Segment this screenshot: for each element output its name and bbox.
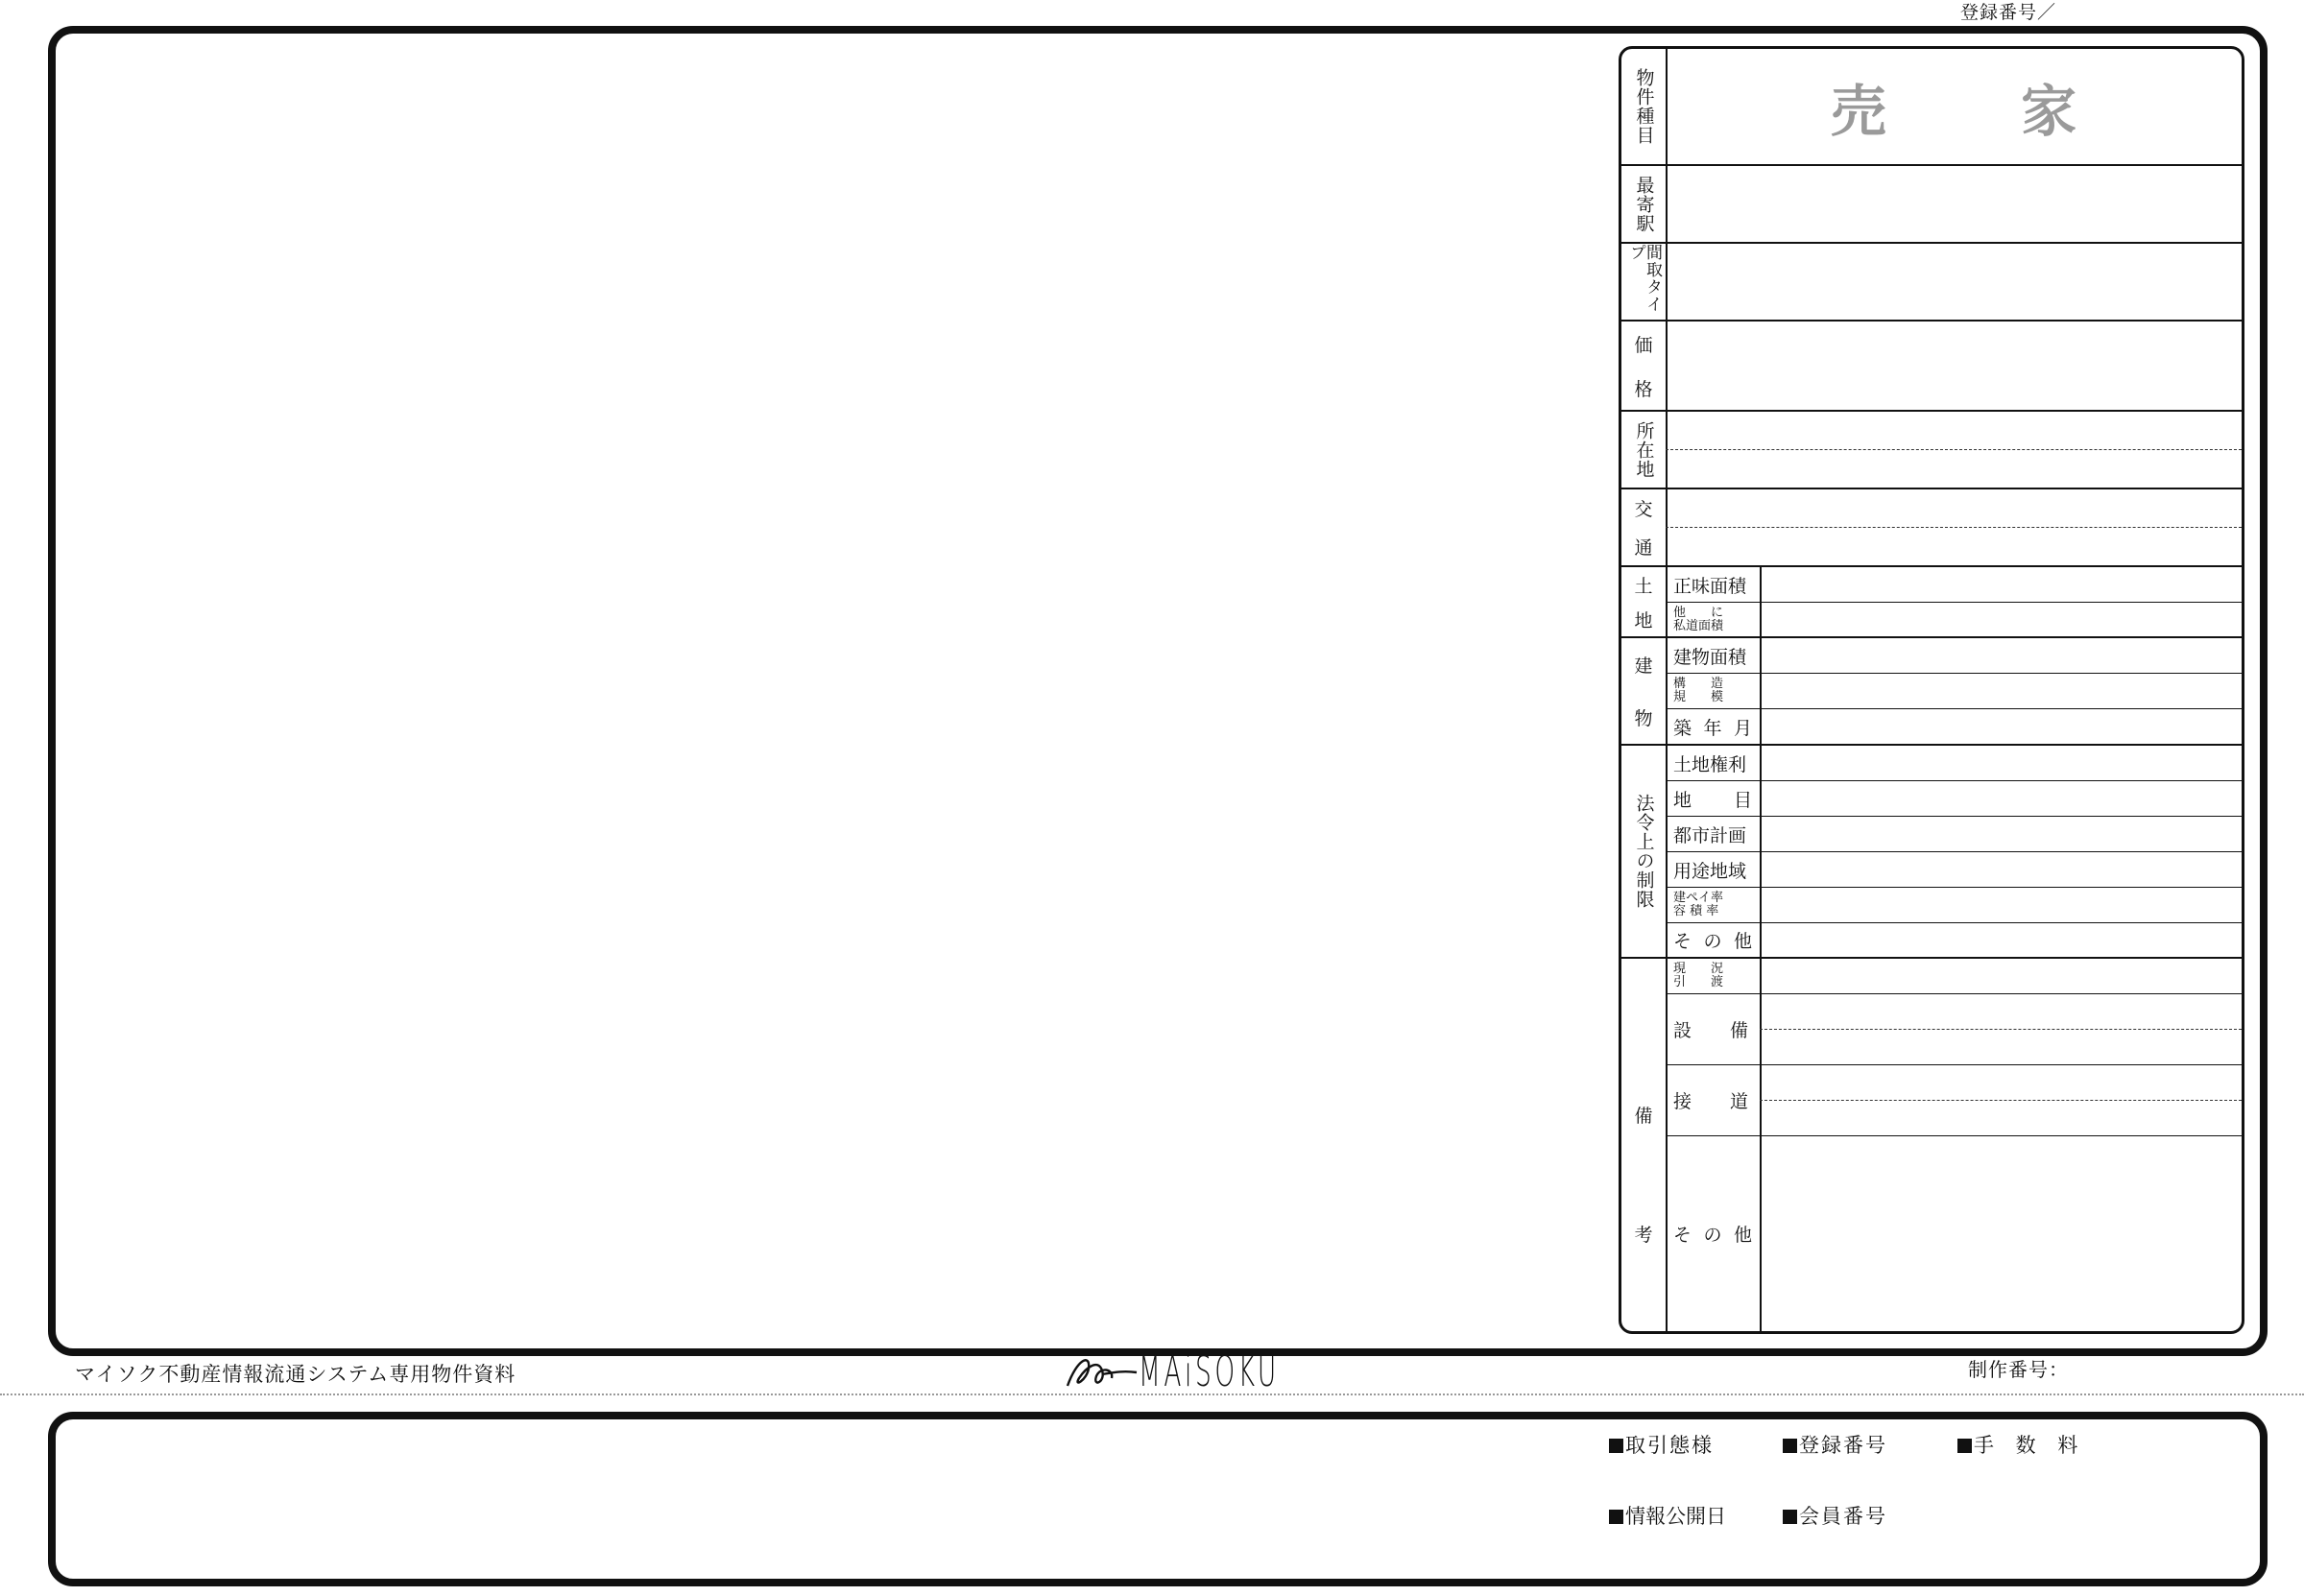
system-text: マイソク不動産情報流通システム専用物件資料 <box>75 1363 516 1386</box>
remarks-other-label: そ の 他 <box>1673 1225 1752 1246</box>
current-handover-label: 現 況 引 渡 <box>1673 962 1724 989</box>
private-road-area-label: 他 に 私道面積 <box>1673 605 1724 633</box>
member-number-label: 会員番号 <box>1783 1501 1887 1530</box>
transaction-mode-label: 取引態様 <box>1609 1430 1714 1459</box>
price-row <box>1621 322 2242 412</box>
use-district-label: 用途地域 <box>1673 860 1747 882</box>
signature-mark-icon <box>1064 1349 1139 1394</box>
structure-scale-label: 構 造 規 模 <box>1673 677 1724 704</box>
land-rights-label: 土地権利 <box>1673 753 1747 775</box>
land-net-area-label: 正味面積 <box>1673 575 1747 597</box>
maisoku-logo <box>1064 1347 1374 1395</box>
bottom-registration-number-label: 登録番号 <box>1783 1430 1887 1459</box>
layout-type-label: 間取タイプ <box>1626 244 1662 313</box>
legal-restrictions-label: 法令上の制限 <box>1633 794 1655 909</box>
building-row <box>1621 638 2242 746</box>
land-category-label: 地 目 <box>1673 789 1752 811</box>
coverage-ratios-label: 建ペイ率 容 積 率 <box>1673 891 1724 918</box>
commission-label: 手 数 料 <box>1957 1430 2085 1459</box>
land-label-2: 地 <box>1634 609 1653 631</box>
land-row <box>1621 567 2242 638</box>
property-type-label: 物件種目 <box>1633 68 1655 145</box>
remarks-label-2: 考 <box>1634 1224 1653 1246</box>
cut-line-separator <box>0 1394 2304 1395</box>
price-label-1: 価 <box>1634 334 1653 356</box>
property-type-value: 売 家 <box>1830 79 2135 144</box>
legal-other-label: そ の 他 <box>1673 931 1752 952</box>
road-access-label: 接 道 <box>1673 1091 1748 1112</box>
transport-row <box>1621 489 2242 567</box>
location-label: 所在地 <box>1633 420 1655 479</box>
nearest-station-row <box>1621 166 2242 244</box>
remarks-row <box>1621 959 2242 1331</box>
logo-text: MAiSOKU <box>1139 1346 1280 1396</box>
remarks-label-1: 備 <box>1634 1105 1653 1127</box>
registration-number-label: 登録番号／ <box>1960 2 2057 23</box>
production-number-label: 制作番号： <box>1968 1358 2069 1381</box>
property-type-row <box>1621 49 2242 166</box>
city-planning-label: 都市計画 <box>1673 824 1747 846</box>
property-spec-table <box>1619 46 2244 1334</box>
nearest-station-label: 最寄駅 <box>1633 175 1655 233</box>
transport-label-1: 交 <box>1634 499 1653 521</box>
facilities-label: 設 備 <box>1673 1020 1748 1041</box>
layout-type-row <box>1621 244 2242 322</box>
bottom-info-frame <box>48 1412 2268 1586</box>
legal-restrictions-row <box>1621 746 2242 959</box>
building-area-label: 建物面積 <box>1673 646 1747 668</box>
building-label-1: 建 <box>1634 655 1653 677</box>
price-label-2: 格 <box>1634 378 1653 400</box>
publish-date-label: 情報公開日 <box>1609 1501 1726 1530</box>
building-label-2: 物 <box>1634 708 1653 729</box>
built-date-label: 築 年 月 <box>1673 717 1752 739</box>
location-row <box>1621 412 2242 489</box>
transport-label-2: 通 <box>1634 536 1653 559</box>
land-label-1: 土 <box>1634 575 1653 597</box>
